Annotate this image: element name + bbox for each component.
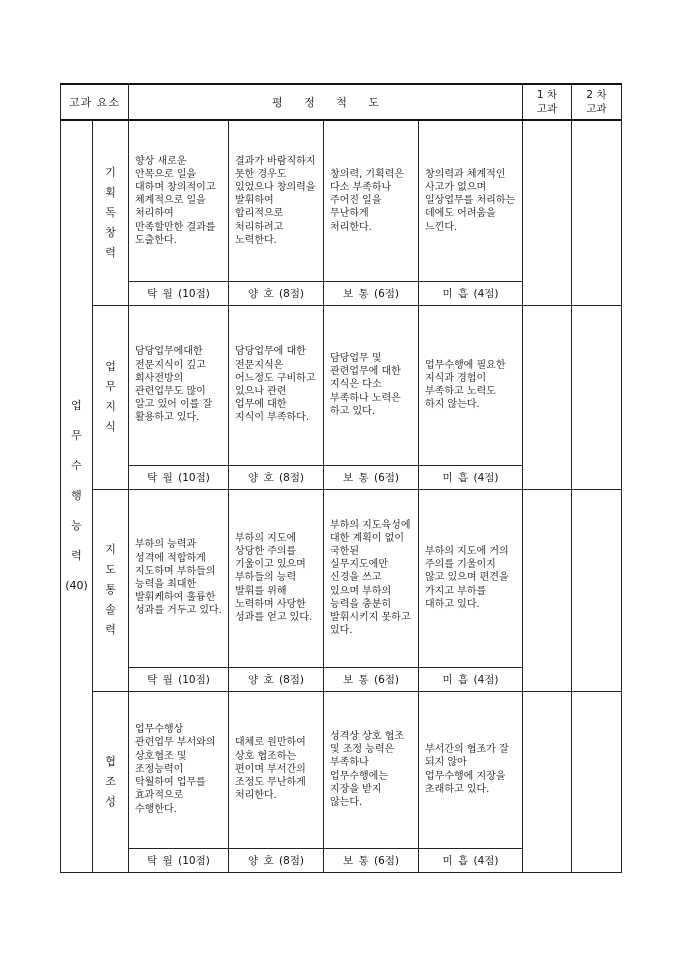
score-poor: 미 흡 (4점) — [419, 281, 523, 305]
round2-score-cell[interactable] — [572, 489, 622, 691]
header-round1: 1 차 고과 — [523, 84, 572, 120]
score-excellent: 탁 월 (10점) — [129, 281, 229, 305]
level-average: 성격상 상호 협조 및 조정 능력은 부족하나 업무수행에는 지장을 받지 않는다. — [324, 691, 419, 848]
item-name: 지 도 통 솔 력 — [93, 489, 129, 691]
header-round2: 2 차 고과 — [572, 84, 622, 120]
level-good: 대체로 원만하여 상호 협조하는 편이며 부서간의 조정도 무난하게 처리한다. — [229, 691, 324, 848]
header-standard: 평 정 척 도 — [129, 84, 523, 120]
item-row — [61, 691, 622, 848]
score-average: 보 통 (6점) — [324, 848, 419, 872]
score-average: 보 통 (6점) — [324, 281, 419, 305]
score-excellent: 탁 월 (10점) — [129, 667, 229, 691]
item-name: 기 획 독 창 력 — [93, 120, 129, 305]
item-name: 협 조 성 — [93, 691, 129, 872]
level-excellent: 부하의 능력과 성격에 적합하게 지도하며 부하들의 능력을 최대한 발휘케하여 훌륭한 성과를 거두고 있다. — [129, 489, 229, 667]
item-row — [61, 489, 622, 667]
level-poor: 부하의 지도에 거의 주의를 기울이지 않고 있으며 편견을 가지고 부하를 대하고 있다. — [419, 489, 523, 667]
level-average: 부하의 지도육성에 대한 계획이 없이 국한된 실무지도에만 신경을 쓰고 있으며 부하의 능력을 충분히 발휘시키지 못하고 있다. — [324, 489, 419, 667]
score-excellent: 탁 월 (10점) — [129, 465, 229, 489]
score-poor: 미 흡 (4점) — [419, 667, 523, 691]
score-excellent: 탁 월 (10점) — [129, 848, 229, 872]
round1-score-cell[interactable] — [523, 120, 572, 305]
score-poor: 미 흡 (4점) — [419, 848, 523, 872]
item-name: 업 무 지 식 — [93, 305, 129, 489]
score-average: 보 통 (6점) — [324, 465, 419, 489]
level-excellent: 담당업무에대한 전문지식이 깊고 회사전방의 관련업무도 많이 알고 있어 이를 잘 활용하고 있다. — [129, 305, 229, 465]
score-good: 양 호 (8점) — [229, 465, 324, 489]
level-average: 창의력, 기획력은 다소 부족하나 주어진 일을 무난하게 처리한다. — [324, 120, 419, 281]
round2-score-cell[interactable] — [572, 305, 622, 489]
level-excellent: 향상 새로운 안목으로 일을 대하며 창의적이고 체계적으로 일을 처리하여 만족할만한 결과를 도출한다. — [129, 120, 229, 281]
evaluation-table — [60, 83, 622, 873]
score-good: 양 호 (8점) — [229, 667, 324, 691]
level-good: 부하의 지도에 상당한 주의를 기울이고 있으며 부하들의 능력 발휘를 위해 노력하며 사당한 성과를 얻고 있다. — [229, 489, 324, 667]
category-label: 업 무 수 행 능 력 (40) — [61, 120, 93, 872]
round2-score-cell[interactable] — [572, 691, 622, 872]
level-average: 담당업무 및 관련업무에 대한 지식은 다소 부족하나 노력은 하고 있다. — [324, 305, 419, 465]
level-poor: 부서간의 협조가 잘 되지 않아 업무수행에 지장을 초래하고 있다. — [419, 691, 523, 848]
item-row — [61, 305, 622, 465]
table-header-row — [61, 84, 622, 120]
header-element: 고과 요소 — [61, 84, 129, 120]
item-row — [61, 120, 622, 281]
round2-score-cell[interactable] — [572, 120, 622, 305]
score-good: 양 호 (8점) — [229, 848, 324, 872]
level-poor: 업무수행에 필요한 지식과 경험이 부족하고 노력도 하지 않는다. — [419, 305, 523, 465]
round1-score-cell[interactable] — [523, 489, 572, 691]
round1-score-cell[interactable] — [523, 691, 572, 872]
round1-score-cell[interactable] — [523, 305, 572, 489]
level-excellent: 업무수행상 관련업무 부서와의 상호협조 및 조정능력이 탁월하여 업무를 효과적으로 수행한다. — [129, 691, 229, 848]
level-poor: 창의력과 체계적인 사고가 없으며 일상업무를 처리하는 데에도 어려움을 느낀다. — [419, 120, 523, 281]
level-good: 담당업무에 대한 전문지식은 어느정도 구비하고 있으나 관련 업무에 대한 지식이 부족하다. — [229, 305, 324, 465]
score-average: 보 통 (6점) — [324, 667, 419, 691]
score-poor: 미 흡 (4점) — [419, 465, 523, 489]
score-good: 양 호 (8점) — [229, 281, 324, 305]
level-good: 결과가 바람직하지 못한 경우도 있었으나 창의력을 발휘하여 합리적으로 처리하려고 노력한다. — [229, 120, 324, 281]
